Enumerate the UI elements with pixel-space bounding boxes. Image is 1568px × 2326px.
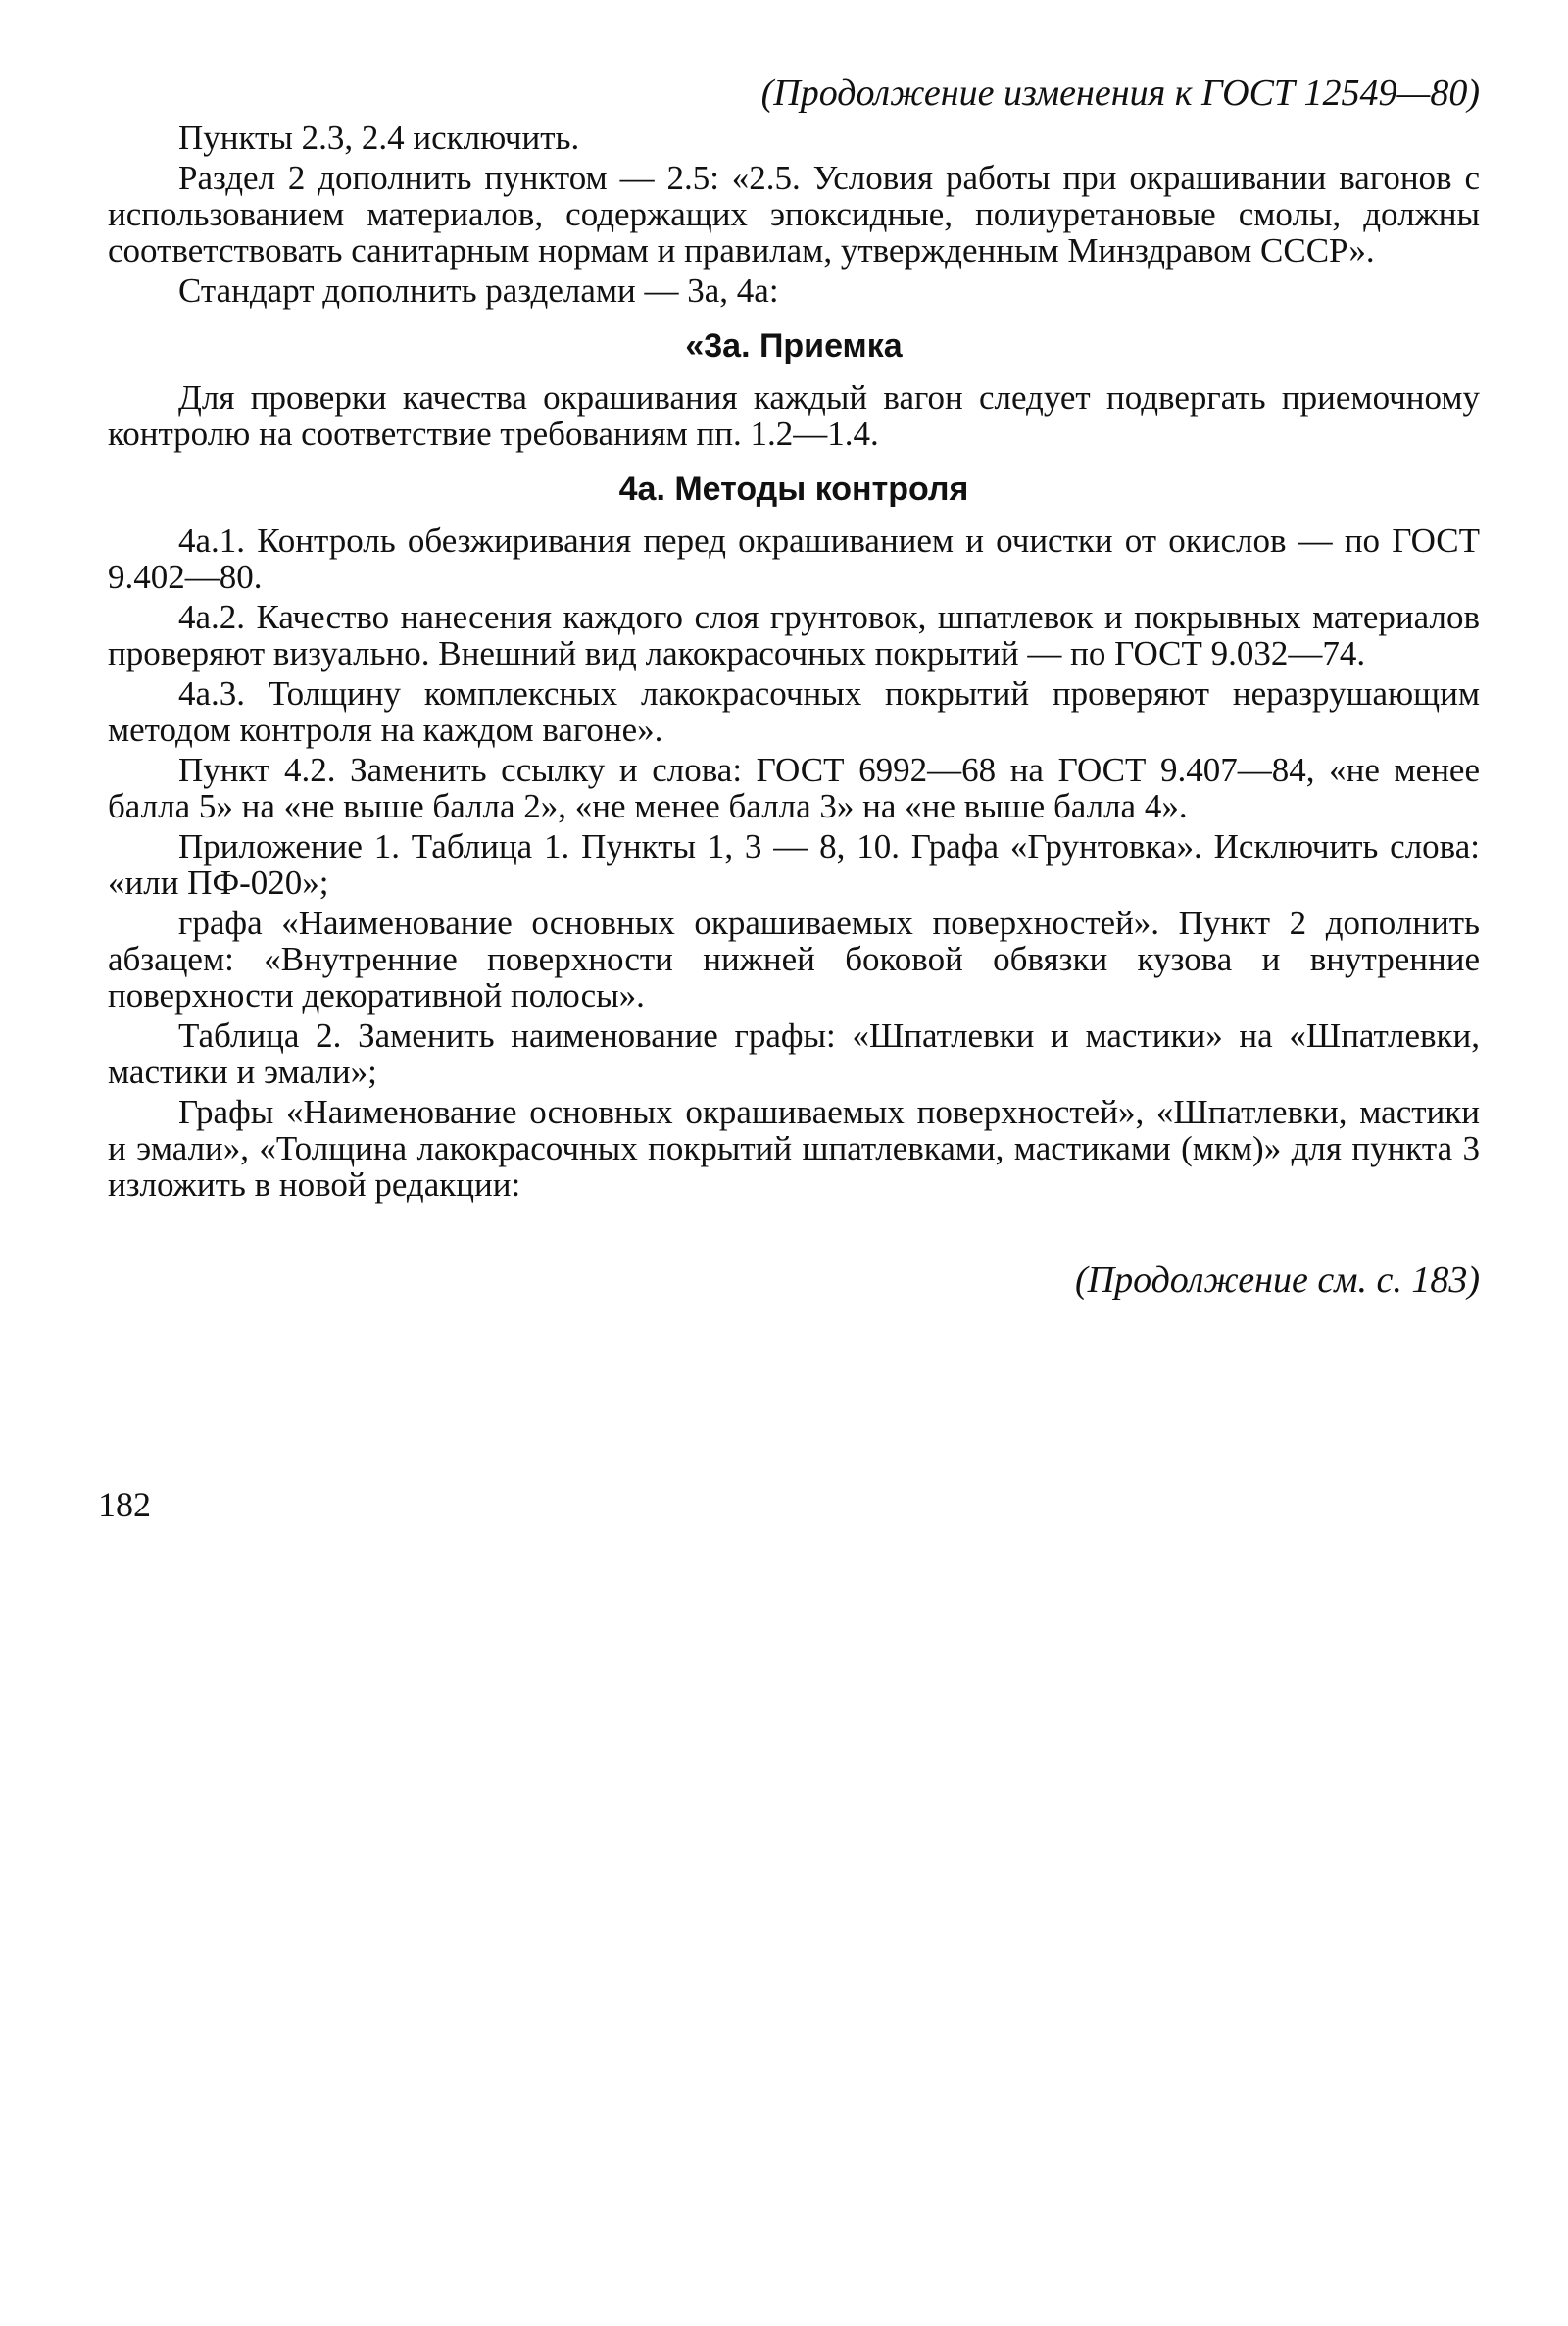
- section-3a-title: «3а. Приемка: [685, 327, 903, 365]
- page-number: 182: [98, 1485, 151, 1524]
- paragraph-4a-3: 4а.3. Толщину комплексных лакокрасочных покрытий проверяют неразрушающим методом контроля на каждом вагоне».: [108, 674, 1480, 749]
- paragraph-item-4-2: Пункт 4.2. Заменить ссылку и слова: ГОСТ 6992—68 на ГОСТ 9.407—84, «не менее балла 5» на «не выше балла 2», «не менее балла 3» на «не выше балла 4».: [108, 751, 1480, 825]
- document-page: [108, 71, 1480, 1303]
- section-3a-text: Для проверки качества окрашивания каждый вагон следует подвергать приемочному контролю на соответствие требованиям пп. 1.2—1.4.: [108, 378, 1480, 453]
- continuation-header: (Продолжение изменения к ГОСТ 12549—80): [760, 73, 1480, 114]
- paragraph-items-excluded: Пункты 2.3, 2.4 исключить.: [178, 119, 580, 157]
- paragraph-4a-2: 4а.2. Качество нанесения каждого слоя грунтовок, шпатлевок и покрывных материалов проверяют визуально. Внешний вид лакокрасочных покрытий — по ГОСТ 9.032—74.: [108, 598, 1480, 672]
- continuation-footer: (Продолжение см. с. 183): [1074, 1260, 1480, 1301]
- paragraph-table-2: Таблица 2. Заменить наименование графы: «Шпатлевки и мастики» на «Шпатлевки, мастики и эмали»;: [108, 1016, 1480, 1091]
- paragraph-appendix-1: Приложение 1. Таблица 1. Пункты 1, 3 — 8, 10. Графа «Грунтовка». Исключить слова: «или ПФ-020»;: [108, 827, 1480, 902]
- paragraph-standard-addition: Стандарт дополнить разделами — 3а, 4а:: [178, 272, 779, 310]
- section-4a-title: 4а. Методы контроля: [618, 470, 969, 508]
- paragraph-columns-new-edition: Графы «Наименование основных окрашиваемых поверхностей», «Шпатлевки, мастики и эмали», «Толщина лакокрасочных покрытий шпатлевками, мастиками (мкм)» для пункта 3 изложить в новой редакции:: [108, 1093, 1480, 1204]
- paragraph-4a-1: 4а.1. Контроль обезжиривания перед окрашиванием и очистки от окислов — по ГОСТ 9.402—80.: [108, 521, 1480, 596]
- paragraph-column-surfaces: графа «Наименование основных окрашиваемых поверхностей». Пункт 2 дополнить абзацем: «Внутренние поверхности нижней боковой обвязки кузова и внутренние поверхности декоративной полосы».: [108, 904, 1480, 1015]
- paragraph-section-2-addition: Раздел 2 дополнить пунктом — 2.5: «2.5. Условия работы при окрашивании вагонов с использованием материалов, содержащих эпоксидные, полиуретановые смолы, должны соответствовать санитарным нормам и правилам, утвержденным Минздравом СССР».: [108, 159, 1480, 270]
